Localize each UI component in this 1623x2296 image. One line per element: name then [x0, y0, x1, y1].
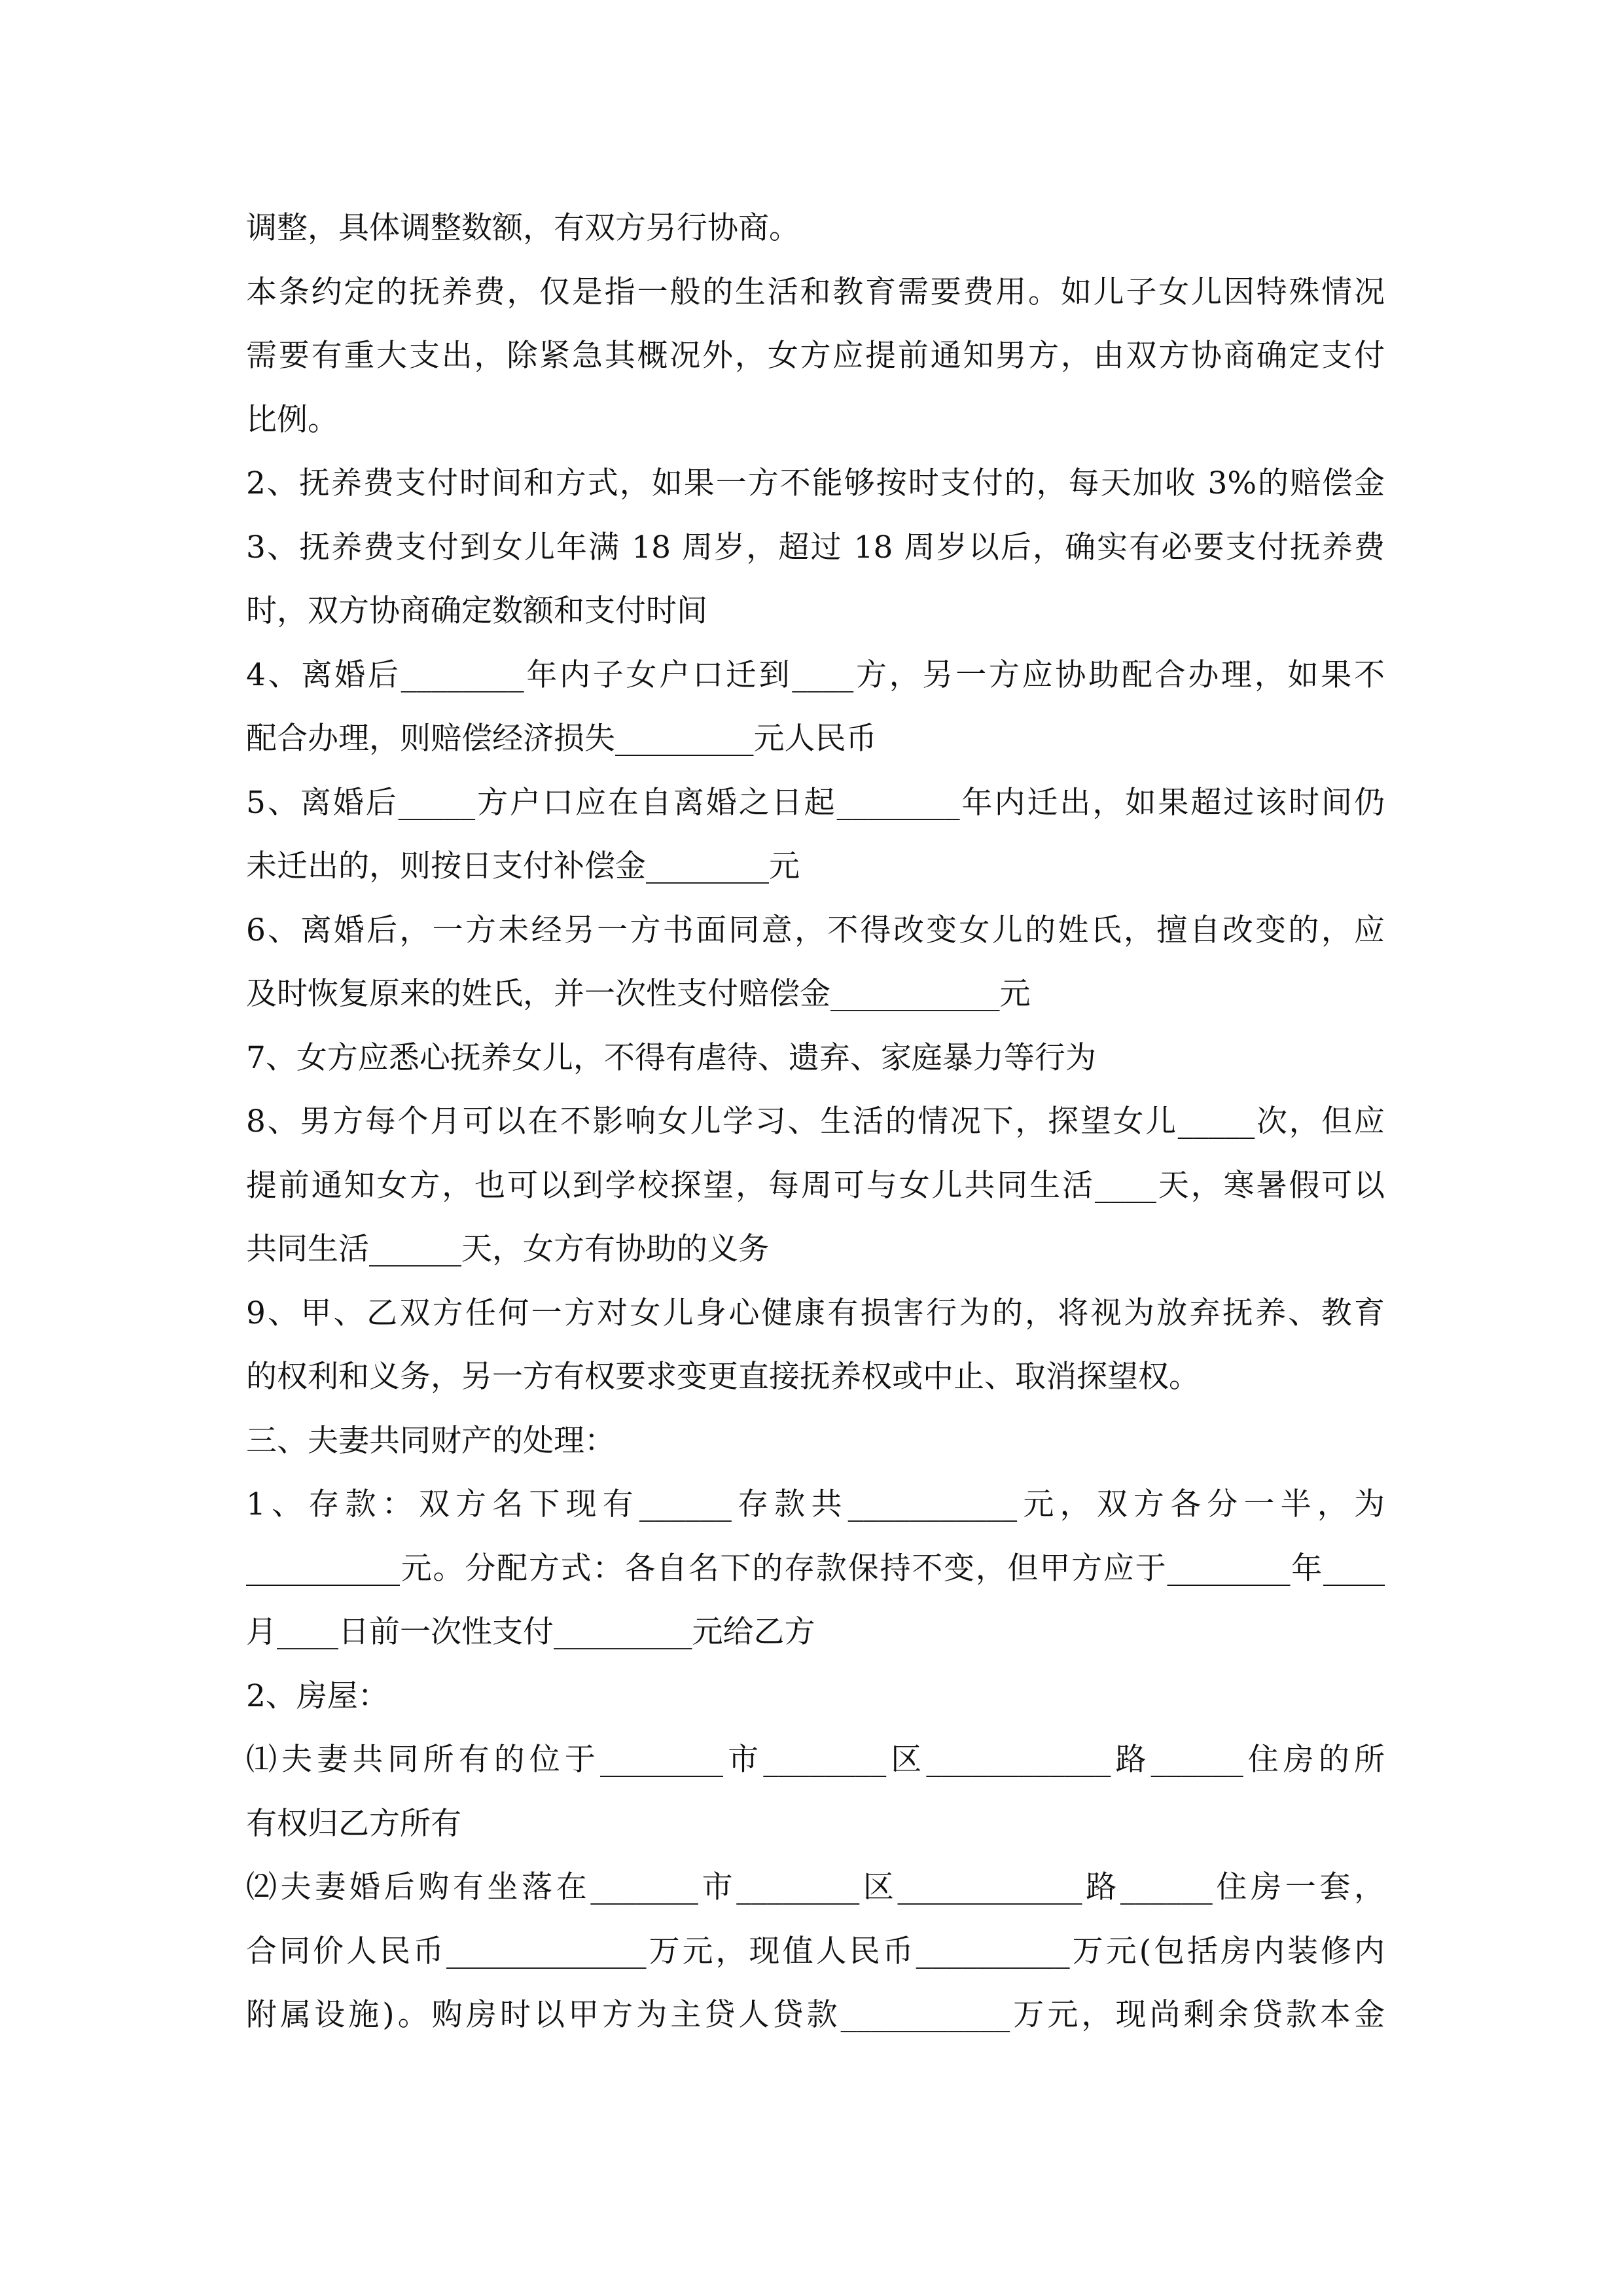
text-line: 调整，具体调整数额，有双方另行协商。	[246, 210, 800, 246]
text-line: 提前通知女方，也可以到学校探望，每周可与女儿共同生活____天，寒暑假可以	[246, 1167, 1385, 1204]
text-line: 2、抚养费支付时间和方式，如果一方不能够按时支付的，每天加收 3%的赔偿金	[246, 465, 1385, 501]
text-line: __________元。分配方式：各自名下的存款保持不变，但甲方应于________年____	[246, 1550, 1385, 1587]
text-line: 附属设施)。购房时以甲方为主贷人贷款___________万元，现尚剩余贷款本金	[246, 1997, 1385, 2033]
text-line: 本条约定的抚养费，仅是指一般的生活和教育需要费用。如儿子女儿因特殊情况	[246, 274, 1385, 310]
text-line: 1、存款：双方名下现有______存款共___________元，双方各分一半，为	[246, 1486, 1385, 1522]
document-page	[246, 196, 1385, 2047]
text-line: 未迁出的，则按日支付补偿金________元	[246, 848, 800, 884]
text-line: 月____日前一次性支付_________元给乙方	[246, 1614, 815, 1650]
text-line: 6、离婚后，一方未经另一方书面同意，不得改变女儿的姓氏，擅自改变的，应	[246, 912, 1385, 948]
text-line: 3、抚养费支付到女儿年满 18 周岁，超过 18 周岁以后，确实有必要支付抚养费	[246, 529, 1385, 565]
text-line: 需要有重大支出，除紧急其概况外，女方应提前通知男方，由双方协商确定支付	[246, 338, 1385, 374]
text-line: 9、甲、乙双方任何一方对女儿身心健康有损害行为的，将视为放弃抚养、教育	[246, 1295, 1385, 1331]
text-line: 7、女方应悉心抚养女儿，不得有虐待、遗弃、家庭暴力等行为	[246, 1039, 1096, 1076]
text-line: 配合办理，则赔偿经济损失_________元人民币	[246, 721, 877, 757]
text-line: 及时恢复原来的姓氏，并一次性支付赔偿金___________元	[246, 976, 1031, 1012]
text-line: 共同生活______天，女方有协助的义务	[246, 1231, 769, 1267]
text-line: 比例。	[246, 401, 338, 438]
text-line: ⑵夫妻婚后购有坐落在_______市________区____________路______住房一套，	[246, 1869, 1385, 1905]
text-line: 有权归乙方所有	[246, 1805, 461, 1842]
text-line: ⑴夫妻共同所有的位于________市________区____________路______住房的所	[246, 1742, 1385, 1778]
text-line: 5、离婚后_____方户口应在自离婚之日起________年内迁出，如果超过该时间仍	[246, 784, 1385, 821]
section-heading: 三、夫妻共同财产的处理：	[246, 1422, 615, 1459]
text-line: 时，双方协商确定数额和支付时间	[246, 593, 707, 629]
text-line: 的权利和义务，另一方有权要求变更直接抚养权或中止、取消探望权。	[246, 1359, 1200, 1395]
text-line: 合同价人民币_____________万元，现值人民币__________万元(包括房内装修内	[246, 1933, 1385, 1969]
text-line: 4、离婚后________年内子女户口迁到____方，另一方应协助配合办理，如果不	[246, 656, 1385, 693]
text-line: 8、男方每个月可以在不影响女儿学习、生活的情况下，探望女儿_____次，但应	[246, 1103, 1385, 1139]
text-line: 2、房屋：	[246, 1677, 389, 1714]
